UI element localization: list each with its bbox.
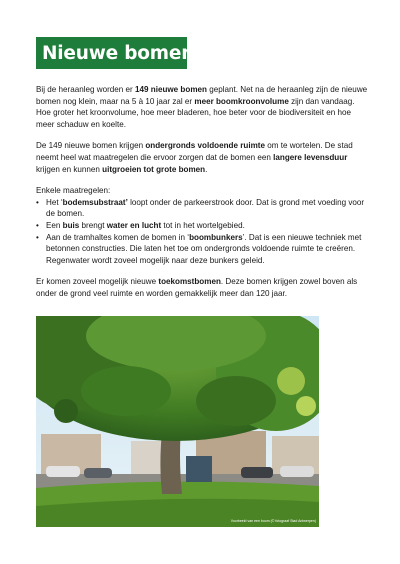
- paragraph-intro: [36, 84, 368, 130]
- text: .: [205, 164, 208, 174]
- car: [84, 468, 112, 478]
- page-title-banner: [36, 37, 195, 69]
- tree-illustration: [36, 316, 319, 527]
- paragraph-future-trees: [36, 276, 368, 299]
- foliage: [196, 376, 276, 426]
- text: om te wortelen. De stad neemt heel wat maatregelen die ervoor zorgen dat de bomen een: [36, 141, 353, 162]
- list-item: [46, 220, 368, 232]
- foliage-highlight: [277, 367, 305, 395]
- text-bold: ondergronds voldoende ruimte: [145, 141, 265, 151]
- photo-credit: Voorbeeld van een boom (© fotograaf Stad Antwerpen): [230, 519, 316, 523]
- article-body: [36, 84, 368, 310]
- kiosk: [186, 456, 212, 482]
- text-bold: bodemsubstraat’: [62, 197, 128, 207]
- text-bold: boombunkers: [189, 232, 243, 242]
- measures-list: [36, 197, 368, 267]
- text: Er komen zoveel mogelijk nieuwe: [36, 277, 159, 287]
- text: Bij de heraanleg worden er: [36, 85, 135, 94]
- text: De 149 nieuwe bomen krijgen: [36, 141, 146, 151]
- text: loopt onder de parkeerstrook door. Dat is grond met voeding voor de bomen.: [46, 197, 365, 219]
- car: [280, 466, 314, 477]
- text: Het ‘: [46, 197, 63, 207]
- car: [241, 467, 273, 478]
- text: geplant. Net na de heraanleg zijn de nieuwe bomen nog klein, maar na 5 à 10 jaar zal er: [36, 85, 368, 106]
- text: brengt: [79, 220, 107, 230]
- text: . Deze bomen krijgen zowel boven als onder de grond veel ruimte en worden gemakkelijk meer dan 120 jaar.: [36, 277, 358, 298]
- text: Aan de tramhaltes komen de bomen in ‘: [46, 232, 190, 242]
- text-bold: uitgroeien tot grote bomen: [102, 164, 206, 174]
- text-bold: 149 nieuwe bomen: [135, 85, 207, 94]
- text-bold: langere levensduur: [273, 152, 348, 162]
- paragraph-roots: [36, 140, 368, 175]
- text-bold: meer boomkroonvolume: [194, 96, 289, 106]
- list-item: [46, 197, 368, 220]
- list-item: [46, 232, 368, 267]
- foliage: [54, 399, 78, 423]
- text: krijgen en kunnen: [36, 164, 103, 174]
- list-intro: Enkele maatregelen:: [36, 186, 111, 196]
- text: zijn dan vandaag. Hoe groter het kroonvolume, hoe meer bladeren, hoe beter voor de biodiversiteit en hoe meer schaduw en koelte.: [36, 96, 355, 129]
- tree-photo: [36, 316, 319, 527]
- foliage-highlight: [296, 396, 316, 416]
- text-bold: toekomstbomen: [158, 277, 221, 287]
- foliage: [81, 366, 171, 416]
- page-title: Nieuwe bomen: [42, 42, 195, 64]
- text-bold: buis: [62, 220, 80, 230]
- text: Een: [46, 220, 63, 230]
- car: [46, 466, 80, 477]
- text-bold: water en lucht: [106, 220, 162, 230]
- text: tot in het wortelgebied.: [161, 220, 245, 230]
- text: ’. Dat is een nieuwe techniek met betonnen constructies. Die laten het toe om ondergronds voldoende ruimte te creëren. Regenwater wordt zoveel mogelijk naar deze bunkers geleid.: [46, 232, 362, 265]
